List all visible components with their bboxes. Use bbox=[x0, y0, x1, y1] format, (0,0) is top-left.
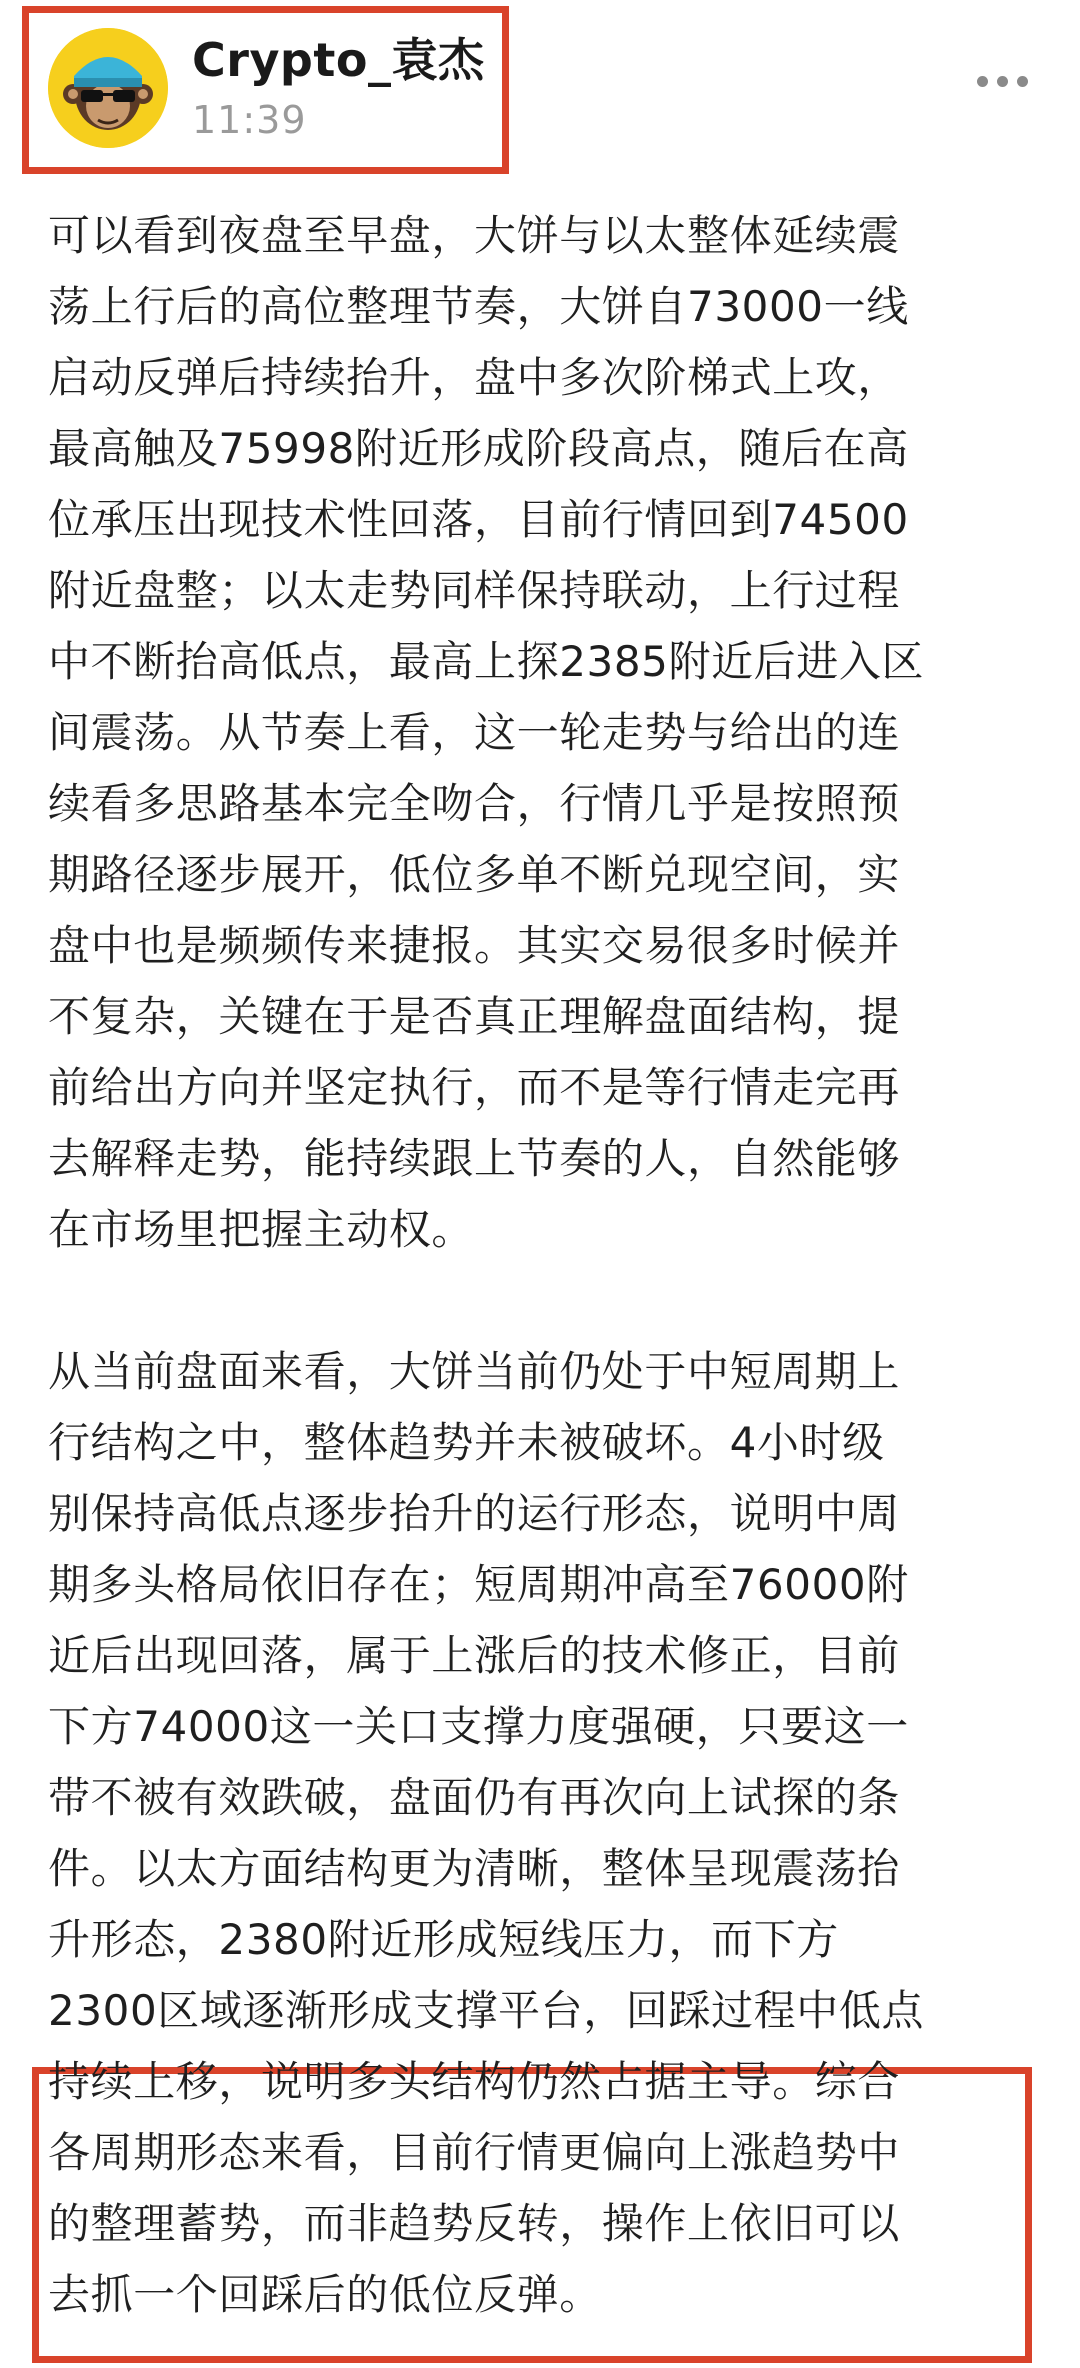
text-line: 续看多思路基本完全吻合，行情几乎是按照预 bbox=[48, 779, 901, 828]
text-line: 期路径逐步展开，低位多单不断兑现空间，实 bbox=[48, 850, 901, 899]
text-line: 下方74000这一关口支撑力度强硬，只要这一 bbox=[48, 1702, 909, 1751]
dot-3 bbox=[1017, 76, 1028, 87]
text-line: 升形态，2380附近形成短线压力，而下方 bbox=[48, 1915, 839, 1964]
text-line: 别保持高低点逐步抬升的运行形态，说明中周 bbox=[48, 1489, 901, 1538]
text-line: 的整理蓄势，而非趋势反转，操作上依旧可以 bbox=[48, 2199, 901, 2248]
text-line: 不复杂，关键在于是否真正理解盘面结构，提 bbox=[48, 992, 901, 1041]
post-paragraph-2 bbox=[48, 1336, 1038, 2330]
text-line: 近后出现回落，属于上涨后的技术修正，目前 bbox=[48, 1631, 901, 1680]
dot-2 bbox=[997, 76, 1008, 87]
text-line: 件。以太方面结构更为清晰，整体呈现震荡抬 bbox=[48, 1844, 901, 1893]
text-line: 盘中也是频频传来捷报。其实交易很多时候并 bbox=[48, 921, 901, 970]
more-dots-icon[interactable] bbox=[971, 70, 1034, 93]
monkey-avatar-icon[interactable] bbox=[48, 28, 168, 148]
text-line: 最高触及75998附近形成阶段高点，随后在高 bbox=[48, 424, 909, 473]
text-line: 中不断抬高低点，最高上探2385附近后进入区 bbox=[48, 637, 925, 686]
user-info bbox=[192, 30, 484, 146]
text-line: 去解释走势，能持续跟上节奏的人，自然能够 bbox=[48, 1134, 901, 1183]
text-line: 可以看到夜盘至早盘，大饼与以太整体延续震 bbox=[48, 211, 901, 260]
post-paragraph-1 bbox=[48, 200, 1038, 1265]
text-line: 带不被有效跌破，盘面仍有再次向上试探的条 bbox=[48, 1773, 901, 1822]
text-line: 间震荡。从节奏上看，这一轮走势与给出的连 bbox=[48, 708, 901, 757]
text-line: 位承压出现技术性回落，目前行情回到74500 bbox=[48, 495, 909, 544]
post-time: 11:39 bbox=[192, 98, 307, 142]
text-line: 去抓一个回踩后的低位反弹。 bbox=[48, 2270, 602, 2319]
text-line: 在市场里把握主动权。 bbox=[48, 1205, 475, 1254]
text-line: 2300区域逐渐形成支撑平台，回踩过程中低点 bbox=[48, 1986, 925, 2035]
text-line: 各周期形态来看，目前行情更偏向上涨趋势中 bbox=[48, 2128, 901, 2177]
text-line: 行结构之中，整体趋势并未被破坏。4小时级 bbox=[48, 1418, 885, 1467]
text-line: 启动反弹后持续抬升，盘中多次阶梯式上攻， bbox=[48, 353, 901, 402]
text-line: 期多头格局依旧存在；短周期冲高至76000附 bbox=[48, 1560, 909, 1609]
text-line: 持续上移，说明多头结构仍然占据主导。综合 bbox=[48, 2057, 901, 2106]
text-line: 荡上行后的高位整理节奏，大饼自73000一线 bbox=[48, 282, 909, 331]
text-line: 附近盘整；以太走势同样保持联动，上行过程 bbox=[48, 566, 901, 615]
dot-1 bbox=[977, 76, 988, 87]
author-name[interactable]: Crypto_袁杰 bbox=[192, 33, 485, 87]
text-line: 前给出方向并坚定执行，而不是等行情走完再 bbox=[48, 1063, 901, 1112]
post-header bbox=[48, 28, 484, 148]
text-line: 从当前盘面来看，大饼当前仍处于中短周期上 bbox=[48, 1347, 901, 1396]
post-body bbox=[48, 200, 1038, 2330]
